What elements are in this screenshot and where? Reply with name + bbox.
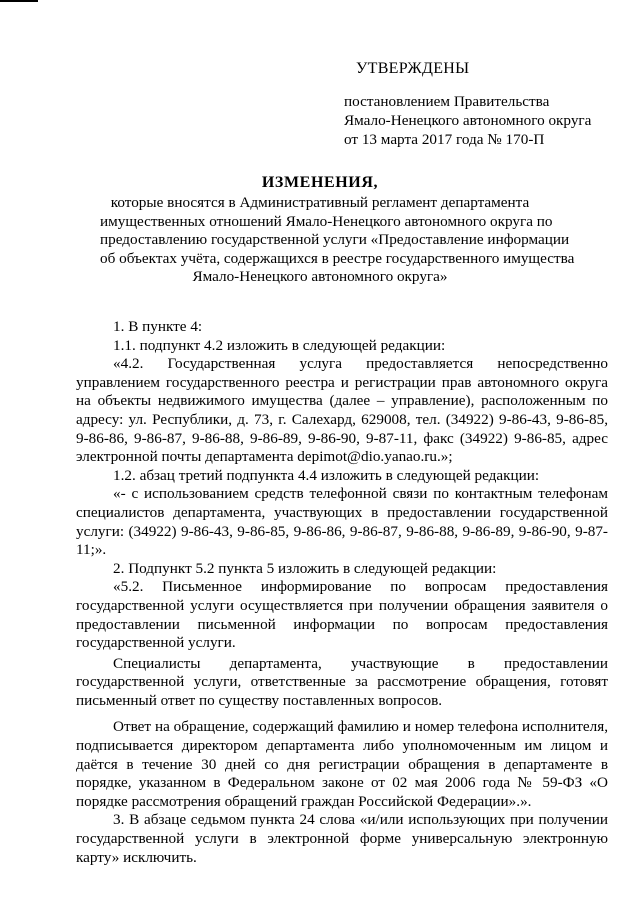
paragraph-answer: Ответ на обращение, содержащий фамилию и номер телефона исполнителя, подписывается директором департамента либо уполномоченным им лицом и даётся в течение 30 дней со дня регистрации обращения в департаменте в порядке, указанном в Федеральном законе от 02 мая 2006 года № 59-ФЗ «О порядке рассмотрения обращений граждан Российской Федерации».». — [76, 718, 608, 810]
paragraph-phone-contacts: «- с использованием средств телефонной связи по контактным телефонам специалистов департамента, участвующих в предоставлении государственной услуги: (34922) 9-86-43, 9-86-85, 9-86-86, 9-86-87, 9-86-88, 9-86-89, 9-86-90, 9-87-11;». — [76, 485, 608, 559]
subtitle-line-4: об объектах учёта, содержащихся в реестре государственного имущества — [100, 249, 575, 267]
paragraph-clause-5-2: «5.2. Письменное информирование по вопросам предоставления государственной услуги осуществляется при получении обращения заявителя о предоставлении письменной информации по вопросам предоставления государственной услуги. — [76, 578, 608, 652]
subtitle-line-3: предоставлению государственной услуги «Предоставление информации — [100, 231, 570, 249]
paragraph-item-3: 3. В абзаце седьмом пункта 24 слова «и/или использующих при получении государственной услуги в электронной форме универсальную электронную карту» исключить. — [76, 811, 608, 866]
subtitle-line-5: Ямало-Ненецкого автономного округа» — [192, 268, 448, 286]
approval-heading: УТВЕРЖДЕНЫ — [356, 60, 470, 77]
approval-line-1: постановлением Правительства — [344, 93, 550, 110]
document-body — [76, 318, 608, 867]
approval-line-3: от 13 марта 2017 года № 170-П — [344, 131, 545, 148]
paragraph-clause-4-2: «4.2. Государственная услуга предоставляется непосредственно управлением государственного реестра и регистрации прав автономного округа на объекты недвижимого имущества (далее – управление), расположенным по адресу: ул. Республики, д. 73, г. Салехард, 629008, тел. (34922) 9-86-43, 9-86-85, 9-86-86, 9-86-87, 9-86-88, 9-86-89, 9-86-90, 9-87-11, факс (34922) 9-86-85, адрес электронной почты департамента depimot@dio.yanao.ru.»; — [76, 355, 608, 466]
paragraph-item-1: 1. В пункте 4: — [113, 318, 203, 335]
subtitle-line-2: имущественных отношений Ямало-Ненецкого автономного округа по — [100, 212, 553, 230]
paragraph-item-2: 2. Подпункт 5.2 пункта 5 изложить в следующей редакции: — [113, 559, 497, 577]
scan-edge-mark — [0, 0, 38, 2]
paragraph-specialists: Специалисты департамента, участвующие в предоставлении государственной услуги, ответственные за рассмотрение обращения, готовят письменный ответ по существу поставленных вопросов. — [76, 654, 608, 709]
paragraph-item-1-2: 1.2. абзац третий подпункта 4.4 изложить в следующей редакции: — [113, 466, 540, 484]
subtitle-line-1: которые вносятся в Административный регламент департамента — [110, 194, 530, 211]
approval-block — [344, 60, 624, 149]
document-title-block — [100, 173, 575, 287]
paragraph-item-1-1: 1.1. подпункт 4.2 изложить в следующей редакции: — [113, 336, 446, 354]
approval-line-2: Ямало-Ненецкого автономного округа — [344, 112, 592, 129]
document-title: ИЗМЕНЕНИЯ, — [261, 174, 379, 191]
